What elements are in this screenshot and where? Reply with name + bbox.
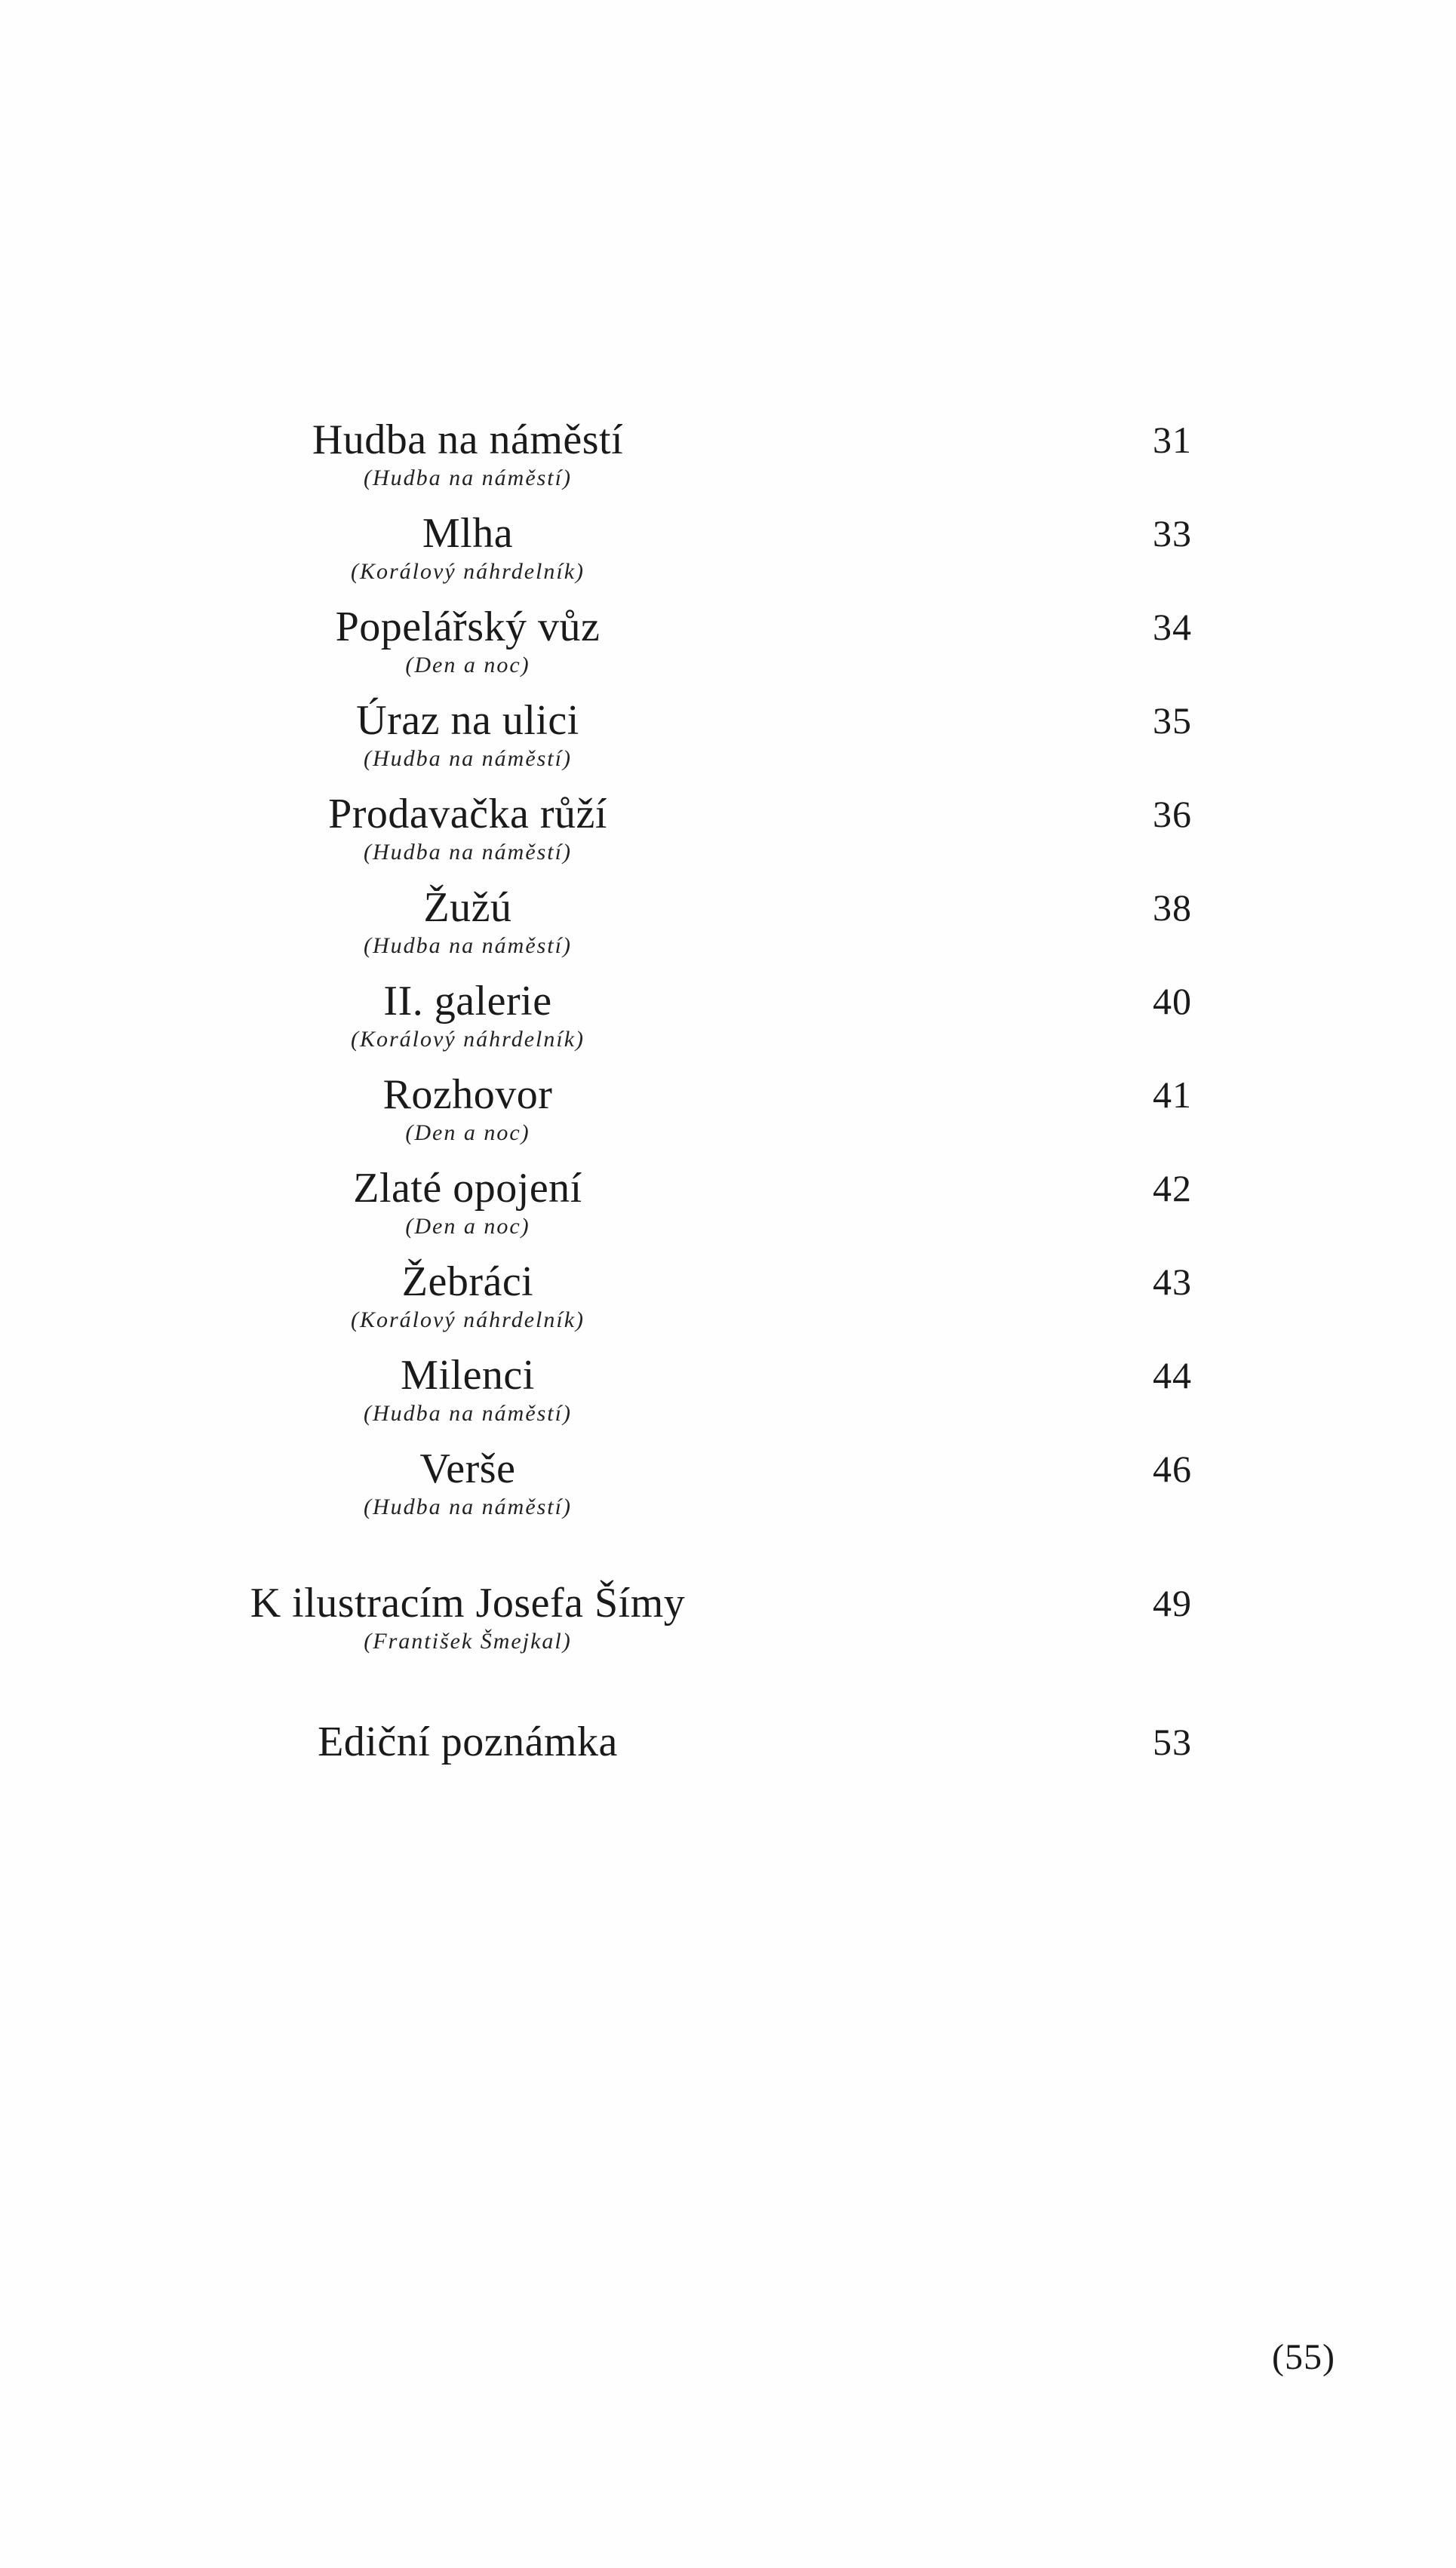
entry-page-number: 44 [1153, 1354, 1192, 1396]
entry-title: Rozhovor [382, 1071, 553, 1118]
entry-source: (Korálový náhrdelník) [351, 559, 585, 584]
entry-title: Žužú [423, 884, 512, 931]
entry-title: Ediční poznámka [318, 1719, 618, 1765]
entry-source: (Korálový náhrdelník) [351, 1027, 585, 1052]
entry-source: (František Šmejkal) [364, 1629, 572, 1654]
entry-source: (Den a noc) [405, 1214, 530, 1239]
entry-page-number: 49 [1153, 1582, 1192, 1624]
entry-source: (Korálový náhrdelník) [351, 1307, 585, 1332]
entry-title: Prodavačka růží [328, 791, 607, 837]
entry-source: (Den a noc) [405, 653, 530, 677]
entry-title: K ilustracím Josefa Šímy [250, 1580, 686, 1627]
entry-title: Milenci [401, 1352, 535, 1399]
page-number: (55) [1272, 2337, 1335, 2377]
entry-title: Mlha [422, 510, 514, 557]
entry-source: (Hudba na náměstí) [364, 840, 572, 865]
entry-source: (Hudba na náměstí) [364, 1494, 572, 1519]
entry-page-number: 38 [1153, 886, 1192, 929]
entry-title: Verše [419, 1445, 516, 1492]
entry-title: Zlaté opojení [353, 1165, 582, 1212]
entry-title: Úraz na ulici [356, 697, 579, 744]
entry-page-number: 31 [1153, 419, 1192, 461]
entry-page-number: 40 [1153, 980, 1192, 1022]
entry-title: II. galerie [383, 978, 552, 1024]
entry-page-number: 34 [1153, 606, 1192, 648]
entry-title: Hudba na náměstí [312, 416, 624, 463]
entry-page-number: 36 [1153, 793, 1192, 835]
entry-title: Žebráci [401, 1258, 534, 1305]
entry-page-number: 53 [1153, 1721, 1192, 1763]
entry-page-number: 33 [1153, 512, 1192, 554]
entry-page-number: 46 [1153, 1448, 1192, 1490]
entry-source: (Hudba na náměstí) [364, 1401, 572, 1426]
entry-page-number: 43 [1153, 1261, 1192, 1303]
entry-source: (Hudba na náměstí) [364, 933, 572, 958]
entry-source: (Den a noc) [405, 1120, 530, 1145]
entry-page-number: 35 [1153, 699, 1192, 742]
entry-source: (Hudba na náměstí) [364, 465, 572, 490]
entry-page-number: 41 [1153, 1074, 1192, 1116]
entry-page-number: 42 [1153, 1167, 1192, 1209]
entry-title: Popelářský vůz [335, 604, 601, 650]
entry-source: (Hudba na náměstí) [364, 746, 572, 771]
